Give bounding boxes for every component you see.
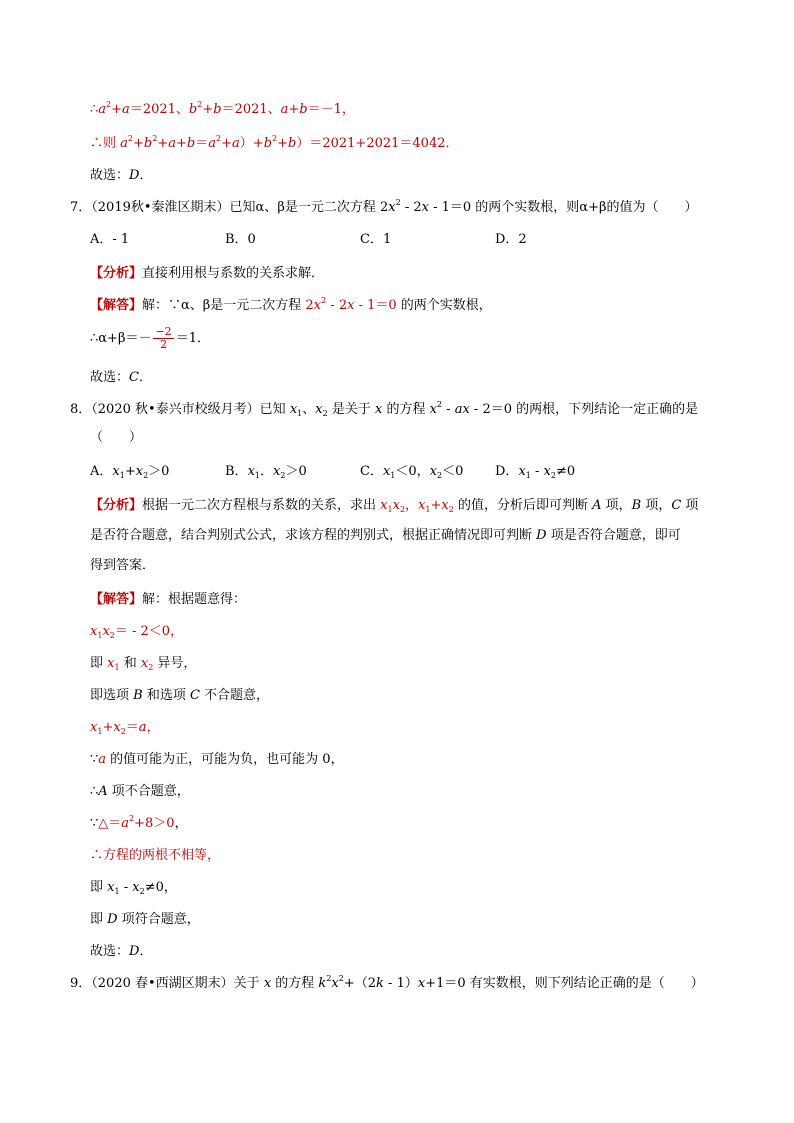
answer-step-2: 即 $x_1$ 和 $x_2$ 异号， <box>90 656 197 672</box>
question-8-paren: （ ） <box>90 430 143 445</box>
option-b: B．$x_1$．$x_2>0$ <box>225 464 307 480</box>
answer-step-10: 即 D 项符合题意， <box>90 912 200 927</box>
option-b: B．0 <box>225 232 256 247</box>
question-8-analysis-3: 得到答案． <box>90 558 156 573</box>
question-8-answer-head: 【解答】解：根据题意得： <box>90 592 247 607</box>
option-a: A．- 1 <box>90 232 130 247</box>
option-c: C．$x_1<0$，$x_2<0$ <box>360 464 464 480</box>
answer-step-3: 即选项 B 和选项 C 不合题意， <box>90 688 270 703</box>
question-7-answer: 【解答】解：∵α、β是一元二次方程 $2x^2 - 2x - 1=0$ 的两个实数根， <box>90 296 492 313</box>
question-8-stem: 8．（2020 秋•泰兴市校级月考）已知 $x_1$、$x_2$ 是关于 x 的方程 $x^2$ - ax - 2＝0 的两根，下列结论一定正确的是 <box>70 400 699 418</box>
answer-step-1: $x_1x_2= - 2<0$， <box>90 624 184 640</box>
question-7-choice: 故选：C． <box>90 370 152 385</box>
solution-choice: 故选：D． <box>90 168 153 183</box>
answer-step-9: 即 $x_1 - x_2\ne 0$， <box>90 880 177 896</box>
question-8-choice: 故选：D． <box>90 944 153 959</box>
question-8-analysis-1: 【分析】根据一元二次方程根与系数的关系，求出 $x_1x_2$，$x_1+x_2$ 的值，分析后即可判断 A 项，B 项，C 项 <box>90 498 699 514</box>
question-7-analysis: 【分析】直接利用根与系数的关系求解． <box>90 266 325 281</box>
question-8-options <box>90 462 630 482</box>
question-7-options <box>90 230 630 250</box>
answer-step-4: $x_1+x_2=a$， <box>90 720 160 736</box>
answer-step-6: ∴A 项不合题意， <box>90 784 190 799</box>
question-7-calculation: ∴α+β＝－ $\frac{-2}{2}$ ＝1． <box>90 325 210 351</box>
answer-step-8: ∴方程的两根不相等， <box>90 848 221 863</box>
question-8-analysis-2: 是否符合题意，结合判别式公式，求该方程的判别式，根据正确情况即可判断 D 项是否符合题意，即可 <box>90 528 681 543</box>
answer-step-7: $\because\triangle=a^2+8>0$， <box>90 814 188 831</box>
solution-line-2: ∴则 $a^2+b^2+a+b=a^2+a)+b^2+b)=2021+2021=4042$． <box>90 134 459 151</box>
option-a: A．$x_1+x_2>0$ <box>90 464 170 480</box>
question-9-stem: 9．（2020 春•西湖区期末）关于 x 的方程 $k^2x^2+(2k - 1)x+1=0$ 有实数根，则下列结论正确的是（ ） <box>70 974 704 991</box>
option-d: D．$x_1 - x_2\ne 0$ <box>495 464 576 480</box>
option-d: D．2 <box>495 232 527 247</box>
option-c: C．1 <box>360 232 392 247</box>
answer-step-5: ∵a 的值可能为正，可能为负，也可能为 0， <box>90 752 344 767</box>
solution-line-1: $\therefore a^2+a=2021$、$b^2+b=2021$、a+b＝－1， <box>90 100 355 117</box>
question-7-stem: 7．（2019秋•秦淮区期末）已知α、β是一元二次方程 $2x^2 - 2x - 1=0$ 的两个实数根，则α+β的值为（ ） <box>70 198 698 215</box>
